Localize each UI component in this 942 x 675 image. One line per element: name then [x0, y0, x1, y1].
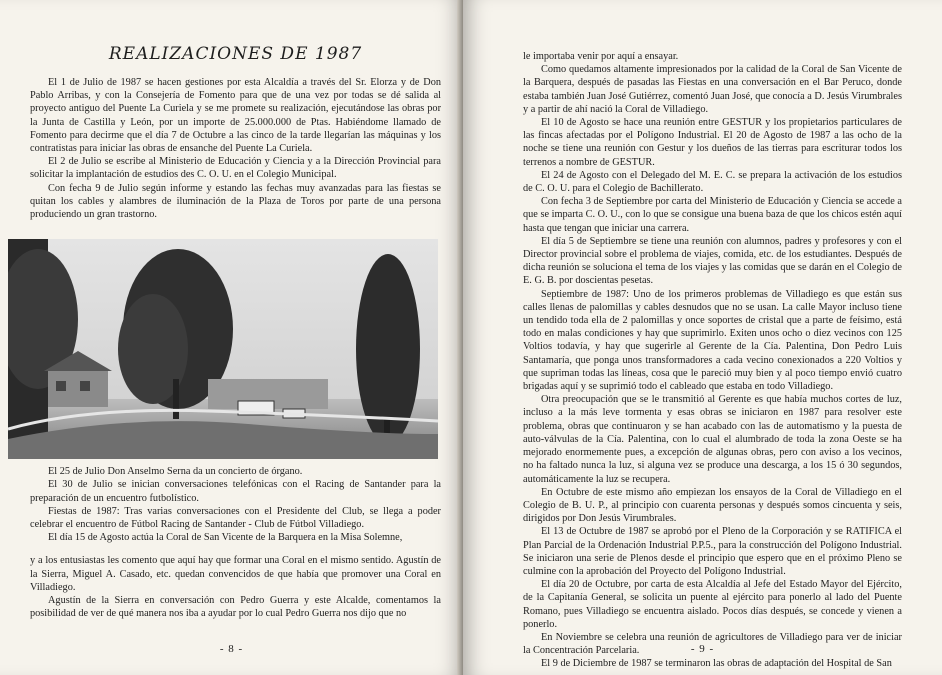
page-number: - 9 - — [690, 643, 715, 655]
photo-park-trees — [8, 239, 438, 459]
paragraph: En Octubre de este mismo año empiezan los ensayos de la Coral de Villadiego en el Colegio de B. U. P., al principio con cuarenta personas y después somos cincuenta y seis, dirigidos por Don Jesús Virumbrales. — [523, 486, 902, 525]
spacer — [30, 544, 441, 554]
paragraph: El 30 de Julio se inician conversaciones telefónicas con el Racing de Santander para la preparación de un encuentro futbolístico. — [30, 479, 441, 504]
paragraph: El día 15 de Agosto actúa la Coral de San Vicente de la Barquera en la Misa Solemne, — [48, 532, 403, 544]
paragraph: Con fecha 3 de Septiembre por carta del Ministerio de Educación y Ciencia se accede a que se imparta C. O. U., con lo que se consigue una buena baza de que los chicos estén aquí hasta que tengan que iniciar una carrera. — [523, 196, 902, 234]
paragraph: El 10 de Agosto se hace una reunión entre GESTUR y los propietarios particulares de las fincas afectadas por el Polígono Industrial. El 20 de Agosto de 1987 a las ocho de la noche se tiene una reunión con Gestur y los dueños de las tierras para escriturar todos los terrenos a nombre de GESTUR. — [523, 117, 902, 168]
paragraph: y a los entusiastas les comento que aquí hay que formar una Coral en el mismo sentido. Agustín de la Sierra, Miguel A. Casado, etc. quedan convencidos de que había que promover una Coral en Villadiego. — [30, 555, 441, 593]
paragraph: El día 5 de Septiembre se tiene una reunión con alumnos, padres y profesores y con el Director provincial sobre el problema de viajes, comida, etc. de los estudiantes. Después de dicha reunión se soluciona el tema de los viajes y las comidas que se darán en el Colegio de E. G. B. por doscientas pesetas. — [523, 235, 902, 287]
right-page — [463, 0, 942, 675]
paragraph: Agustín de la Sierra en conversación con Pedro Guerra y este Alcalde, comentamos la posibilidad de ver de qué manera nos iba a ayudar por lo cual Pedro Guerra nos dijo que no — [30, 595, 441, 620]
page-title: REALIZACIONES DE 1987 — [108, 44, 363, 64]
paragraph: El 1 de Julio de 1987 se hacen gestiones por esta Alcaldía a través del Sr. Elorza y de Don Pablo Arribas, y con la Consejería de Fomento para que de una vez por todas se dé salida al proyecto antiguo del Puente La Curiela y se me promete su realización, ejecutándose las obras por la Junta de Castilla y León, por un importe de 25.000.000 de Ptas. Habiéndome llamado de Fomento para decirme que el día 7 de Octubre a las cinco de la tarde llegarían las máquinas y los contratistas para iniciar las obras de ensanche del Puente La Curiela. — [30, 77, 441, 155]
paragraph: El 2 de Julio se escribe al Ministerio de Educación y Ciencia y a la Dirección Provincial para solicitar la implantación de estudios des C. O. U. en el Colegio Municipal. — [30, 156, 441, 181]
left-page — [0, 0, 463, 675]
paragraph: Otra preocupación que se le transmitió al Gerente es que había muchos cortes de luz, incluso a la más leve tormenta y esas obras se iniciaron en 1987 para resolver este problema, obras que continuaron y se han acabado con las de automatismo y la puesta de auto-válvulas de la Cía. Palentina, con lo cual el alumbrado de toda la zona Oeste se ha mejorado enormemente pues, a excepción de algunas obras, pero con aviso a los vecinos, no ha faltado nunca la luz, si alguna vez se produce una descarga, a los 15 ó 30 segundos, automáticamente la luz se recupera. — [523, 394, 902, 485]
paragraph: le importaba venir por aquí a ensayar. — [523, 51, 679, 62]
paragraph: El día 20 de Octubre, por carta de esta Alcaldía al Jefe del Estado Mayor del Ejército, de la Capitanía General, se solicita un puente al ejército para ponerlo al lado del Puente Romano, pues Villadiego se encuentra aislado. Pocos días después, se concede y vienen a ponerlo. — [523, 579, 902, 630]
paragraph: En Noviembre se celebra una reunión de agricultores de Villadiego para ver de iniciar la Concentración Parcelaria. — [523, 631, 902, 657]
paragraph: El 24 de Agosto con el Delegado del M. E. C. se prepara la activación de los estudios de C. O. U. para el Colegio de Bachillerato. — [523, 169, 902, 195]
paragraph: Con fecha 9 de Julio según informe y estando las fechas muy avanzadas para las fiestas se quitan los cables y alambres de iluminación de la Plaza de Toros por parte de una persona produciendo un gran trastorno. — [30, 182, 441, 221]
paragraph: El 9 de Diciembre de 1987 se terminaron las obras de adaptación del Hospital de San — [541, 658, 892, 670]
paragraph: Septiembre de 1987: Uno de los primeros problemas de Villadiego es que están sus calles llenas de palomillas y cables desnudos que no se usan. La calle Mayor incluso tiene un tendido toda ella de 2 palomillas y once soportes de cristal que a parte de feísimo, está todo en malas condiciones y hay que suprimirlo. Exiten unos ocho o diez vecinos con 125 Voltios todavía, y hay que sugerirle al Gerente de la Cía. Palentina, Don Pedro Luis Santamaría, que ponga unos transformadores a cada vecino conexionados a 220 Voltios y que supriman todas las líneas, cosa que le pareció muy bien y al poco tiempo envió cuatro brigadas aquí y se suprimió todo el cableado que estaba en todo Villadiego. — [523, 288, 902, 393]
paragraph: El 13 de Octubre de 1987 se aprobó por el Pleno de la Corporación y se RATIFICA el Plan Parcial de la Ordenación Industrial P.P.5., para la construcción del Polígono Industrial. Se iniciaron una serie de Plenos desde el principio que espero que en el próximo Pleno se culmine con la aprobación del Proyecto del Polígono Industrial. — [523, 526, 902, 577]
page-number: - 8 - — [219, 643, 244, 655]
paragraph: El 25 de Julio Don Anselmo Serna da un concierto de órgano. — [48, 466, 303, 478]
paragraph: Como quedamos altamente impresionados por la calidad de la Coral de San Vicente de la Barquera, después de pasadas las Fiestas en una conversación en el Bar Peruco, donde estaba también Juan José Gutiérrez, comentó Juan José, que conocía a D. Jesús Virumbrales y a partir de ahí nació la Coral de Villadiego. — [523, 64, 902, 115]
photo-illustration — [8, 239, 438, 459]
paragraph: Fiestas de 1987: Tras varias conversaciones con el Presidente del Club, se llega a poder celebrar el encuentro de Fútbol Racing de Santander - Club de Fútbol Villadiego. — [30, 505, 441, 531]
